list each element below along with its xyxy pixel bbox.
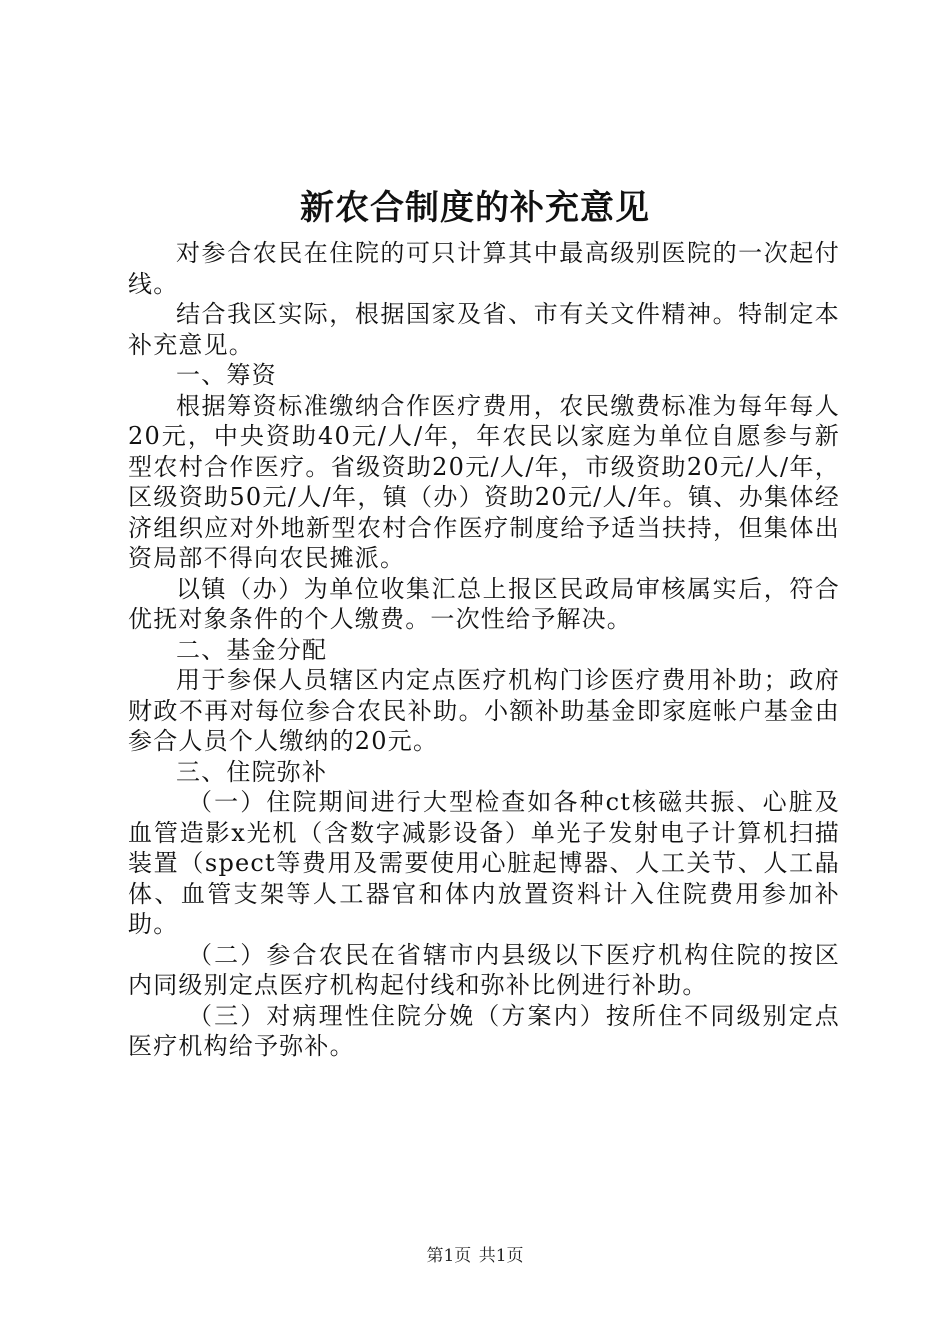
paragraph-intro-1: 对参合农民在住院的可只计算其中最高级别医院的一次起付线。 [128, 239, 840, 298]
paragraph-intro-2: 结合我区实际，根据国家及省、市有关文件精神。特制定本补充意见。 [128, 300, 840, 359]
section-heading-fund-allocation: 二、基金分配 [176, 635, 328, 664]
page-number: 第1页 [426, 1246, 472, 1266]
paragraph-hospital-item-3: （三）对病理性住院分娩（方案内）按所住不同级别定点医疗机构给予弥补。 [128, 1001, 840, 1060]
paragraph-fund-allocation: 用于参保人员辖区内定点医疗机构门诊医疗费用补助；政府财政不再对每位参合农民补助。小额补助基金即家庭帐户基金由参合人员个人缴纳的20元。 [128, 666, 840, 755]
paragraph-funding-special: 以镇（办）为单位收集汇总上报区民政局审核属实后，符合优抚对象条件的个人缴费。一次性给予解决。 [128, 574, 840, 633]
paragraph-hospital-item-2: （二）参合农民在省辖市内县级以下医疗机构住院的按区内同级别定点医疗机构起付线和弥补比例进行补助。 [128, 940, 840, 999]
document-body [128, 238, 840, 1062]
paragraph-funding-standard: 根据筹资标准缴纳合作医疗费用，农民缴费标准为每年每人20元，中央资助40元/人/年，年农民以家庭为单位自愿参与新型农村合作医疗。省级资助20元/人/年，市级资助20元/人/年，区级资助50元/人/年，镇（办）资助20元/人/年。镇、办集体经济组织应对外地新型农村合作医疗制度给予适当扶持，但集体出资局部不得向农民摊派。 [128, 391, 840, 572]
document-title: 新农合制度的补充意见 [300, 188, 650, 228]
page-footer [0, 1245, 950, 1267]
page-total: 共1页 [478, 1246, 524, 1266]
paragraph-hospital-item-1: （一）住院期间进行大型检查如各种ct核磁共振、心脏及血管造影x光机（含数字减影设备）单光子发射电子计算机扫描装置（spect等费用及需要使用心脏起博器、人工关节、人工晶体、血管支架等人工器官和体内放置资料计入住院费用参加补助。 [128, 788, 840, 938]
section-heading-funding: 一、筹资 [176, 361, 277, 389]
section-heading-hospital-compensation: 三、住院弥补 [176, 757, 328, 786]
